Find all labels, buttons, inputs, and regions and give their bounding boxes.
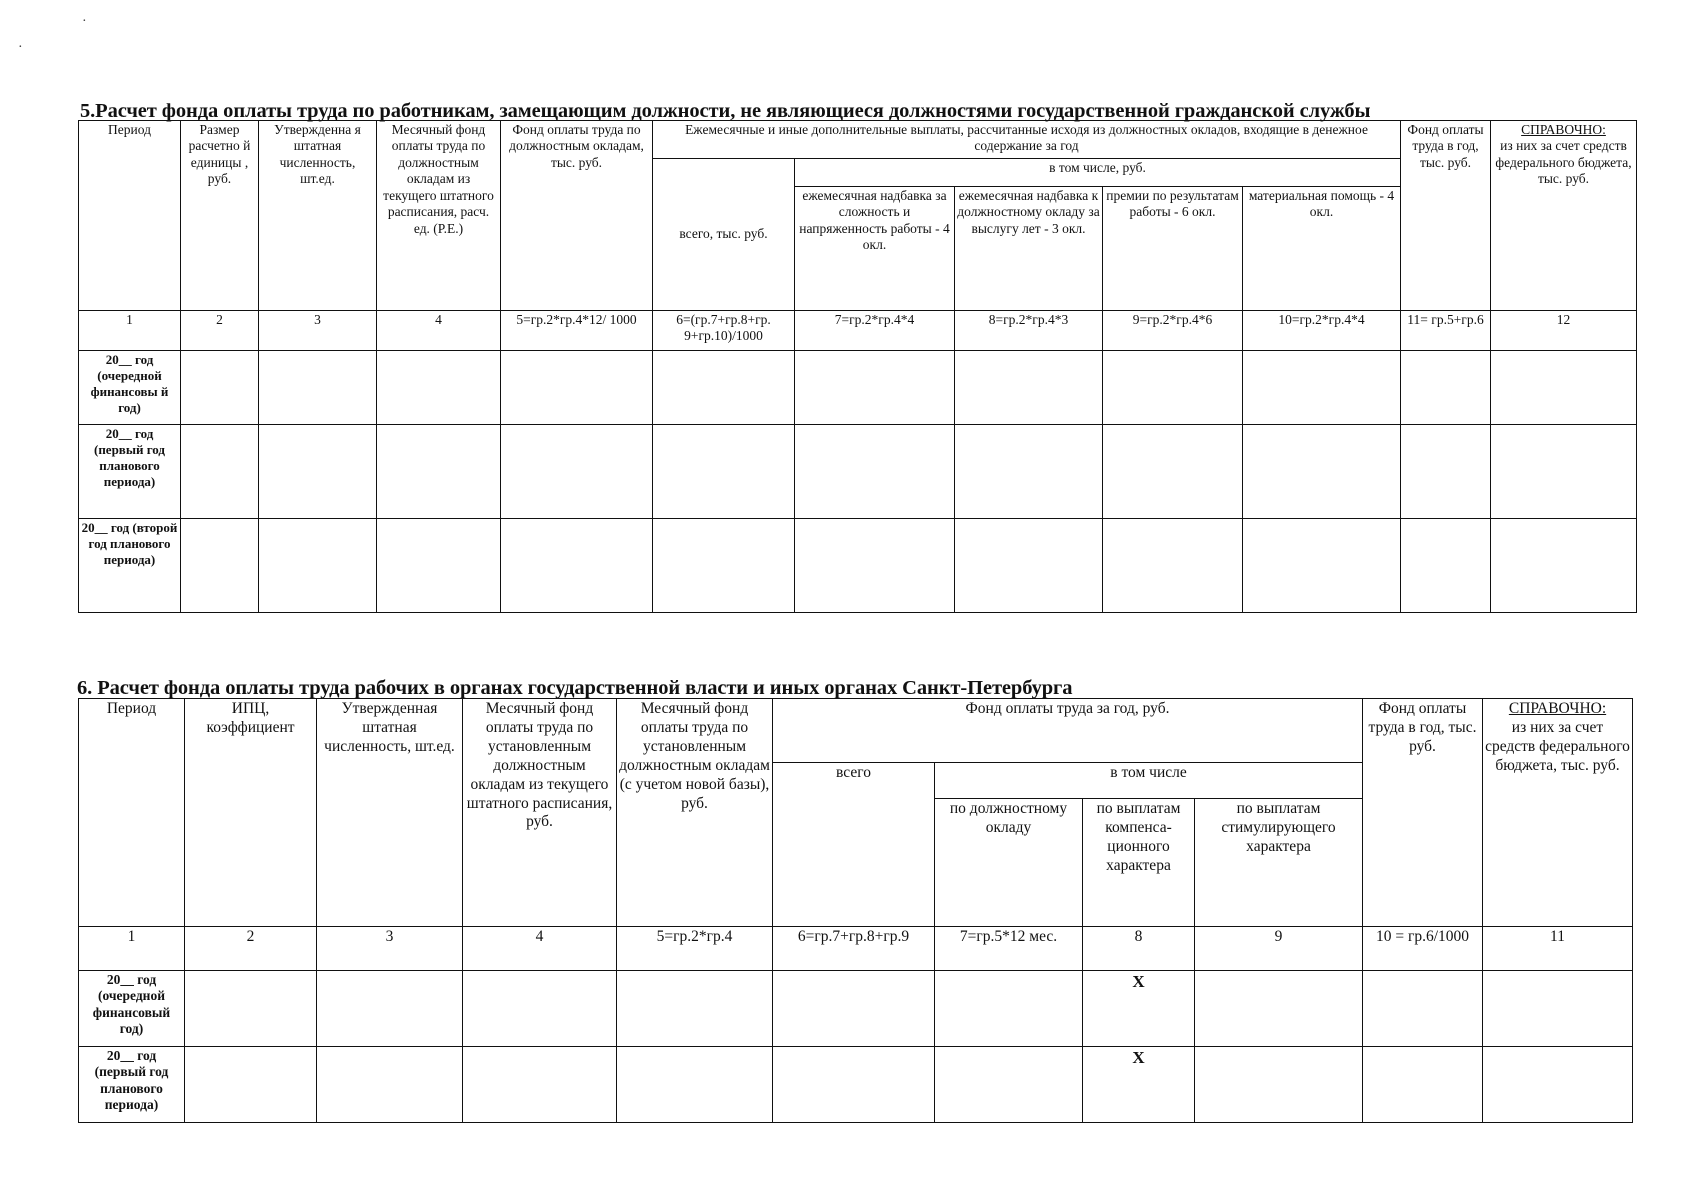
data-cell[interactable] (317, 971, 463, 1047)
data-cell[interactable] (501, 519, 653, 613)
data-cell[interactable] (377, 351, 501, 425)
col-header-monthly-fund: Месячный фонд оплаты труда по должностным окладам из текущего штатного расписания, расч. ед. (Р.Е.) (377, 121, 501, 311)
col-number: 11= гр.5+гр.6 (1401, 311, 1491, 351)
section-6-title: 6. Расчет фонда оплаты труда рабочих в органах государственной власти и иных органах Санкт-Петербурга (77, 677, 1073, 699)
data-cell[interactable] (181, 519, 259, 613)
data-cell[interactable] (617, 1047, 773, 1123)
col-header-incentive: по выплатам стимулирующего характера (1195, 799, 1363, 927)
data-cell[interactable] (795, 425, 955, 519)
col-header-in-that: в том числе (935, 763, 1363, 799)
data-cell[interactable] (773, 971, 935, 1047)
table-row (79, 1047, 1633, 1123)
data-cell[interactable] (1491, 425, 1637, 519)
reference-text: из них за счет средств федерального бюджета, тыс. руб. (1495, 138, 1632, 187)
data-cell[interactable] (1103, 351, 1243, 425)
data-cell[interactable] (653, 425, 795, 519)
column-number-row (79, 311, 1637, 351)
col-header-staff-count: Утвержденна я штатная численность, шт.ед. (259, 121, 377, 311)
col-header-seniority-bonus: ежемесячная надбавка к должностному окладу за выслугу лет - 3 окл. (955, 187, 1103, 311)
data-cell[interactable] (463, 971, 617, 1047)
data-cell[interactable] (1483, 971, 1633, 1047)
col-header-monthly-fund-new: Месячный фонд оплаты труда по установленным должностным окладам (с учетом новой базы), руб. (617, 699, 773, 927)
scan-speck: · (82, 14, 87, 29)
row-label-period: 20__ год (очередной финансовы й год) (79, 351, 181, 425)
col-number: 1 (79, 927, 185, 971)
data-cell[interactable] (185, 971, 317, 1047)
col-header-annual-fund: Фонд оплаты труда в год, тыс. руб. (1363, 699, 1483, 927)
data-cell[interactable] (1401, 425, 1491, 519)
x-mark: Х (1083, 1047, 1195, 1123)
data-cell[interactable] (935, 1047, 1083, 1123)
data-cell[interactable] (1491, 519, 1637, 613)
data-cell[interactable] (935, 971, 1083, 1047)
data-cell[interactable] (463, 1047, 617, 1123)
col-header-unit-size: Размер расчетно й единицы , руб. (181, 121, 259, 311)
data-cell[interactable] (185, 1047, 317, 1123)
col-header-performance-bonus: премии по результатам работы - 6 окл. (1103, 187, 1243, 311)
col-header-reference (1483, 699, 1633, 927)
col-header-total: всего, тыс. руб. (653, 159, 795, 311)
data-cell[interactable] (617, 971, 773, 1047)
col-number: 5=гр.2*гр.4 (617, 927, 773, 971)
table-row (79, 351, 1637, 425)
section-6-table (78, 698, 1633, 1123)
col-header-total: всего (773, 763, 935, 927)
data-cell[interactable] (259, 425, 377, 519)
col-number: 7=гр.5*12 мес. (935, 927, 1083, 971)
col-number: 8 (1083, 927, 1195, 971)
data-cell[interactable] (1243, 351, 1401, 425)
data-cell[interactable] (955, 351, 1103, 425)
col-number: 3 (317, 927, 463, 971)
column-number-row (79, 927, 1633, 971)
data-cell[interactable] (1195, 1047, 1363, 1123)
col-number: 6=(гр.7+гр.8+гр. 9+гр.10)/1000 (653, 311, 795, 351)
data-cell[interactable] (653, 351, 795, 425)
col-number: 8=гр.2*гр.4*3 (955, 311, 1103, 351)
data-cell[interactable] (1243, 425, 1401, 519)
table-row (79, 971, 1633, 1047)
col-number: 4 (463, 927, 617, 971)
data-cell[interactable] (501, 425, 653, 519)
header-row (79, 699, 1633, 763)
col-header-reference (1491, 121, 1637, 311)
col-header-period: Период (79, 121, 181, 311)
col-number: 6=гр.7+гр.8+гр.9 (773, 927, 935, 971)
reference-text: из них за счет средств федерального бюджета, тыс. руб. (1485, 718, 1630, 774)
scan-speck: · (18, 40, 23, 55)
section-5-title: 5.Расчет фонда оплаты труда по работникам, замещающим должности, не являющиеся должностями государственной гражданской службы (80, 100, 1371, 122)
col-number: 1 (79, 311, 181, 351)
col-number: 7=гр.2*гр.4*4 (795, 311, 955, 351)
section-5-table (78, 120, 1637, 613)
data-cell[interactable] (955, 425, 1103, 519)
col-header-in-that: в том числе, руб. (795, 159, 1401, 187)
row-label-period: 20__ год (первый год планового периода) (79, 425, 181, 519)
col-header-period: Период (79, 699, 185, 927)
data-cell[interactable] (377, 425, 501, 519)
row-label-period: 20__ год (второй год планового периода) (79, 519, 181, 613)
reference-label: СПРАВОЧНО: (1521, 122, 1606, 137)
data-cell[interactable] (955, 519, 1103, 613)
col-header-compensation: по выплатам компенса-ционного характера (1083, 799, 1195, 927)
col-header-by-salary: по должностному окладу (935, 799, 1083, 927)
data-cell[interactable] (795, 351, 955, 425)
col-header-salary-fund: Фонд оплаты труда по должностным окладам, тыс. руб. (501, 121, 653, 311)
col-header-financial-aid: материальная помощь - 4 окл. (1243, 187, 1401, 311)
data-cell[interactable] (501, 351, 653, 425)
col-number: 3 (259, 311, 377, 351)
data-cell[interactable] (1483, 1047, 1633, 1123)
data-cell[interactable] (181, 351, 259, 425)
data-cell[interactable] (1195, 971, 1363, 1047)
col-header-monthly-fund-current: Месячный фонд оплаты труда по установленным должностным окладам из текущего штатного расписания, руб. (463, 699, 617, 927)
row-label-period: 20__ год (очередной финансовый год) (79, 971, 185, 1047)
header-row (79, 121, 1637, 159)
data-cell[interactable] (1103, 519, 1243, 613)
data-cell[interactable] (1363, 971, 1483, 1047)
data-cell[interactable] (259, 519, 377, 613)
data-cell[interactable] (653, 519, 795, 613)
col-header-staff-count: Утвержденная штатная численность, шт.ед. (317, 699, 463, 927)
col-number: 4 (377, 311, 501, 351)
col-number: 9=гр.2*гр.4*6 (1103, 311, 1243, 351)
col-number: 12 (1491, 311, 1637, 351)
data-cell[interactable] (317, 1047, 463, 1123)
data-cell[interactable] (1491, 351, 1637, 425)
reference-label: СПРАВОЧНО: (1508, 700, 1607, 717)
data-cell[interactable] (1401, 351, 1491, 425)
col-number: 10 = гр.6/1000 (1363, 927, 1483, 971)
data-cell[interactable] (1103, 425, 1243, 519)
data-cell[interactable] (773, 1047, 935, 1123)
row-label-period: 20__ год (первый год планового периода) (79, 1047, 185, 1123)
col-header-monthly-payments-group: Ежемесячные и иные дополнительные выплаты, рассчитанные исходя из должностных окладов, входящие в денежное содержание за год (653, 121, 1401, 159)
table-row (79, 519, 1637, 613)
data-cell[interactable] (1243, 519, 1401, 613)
data-cell[interactable] (259, 351, 377, 425)
data-cell[interactable] (795, 519, 955, 613)
col-number: 5=гр.2*гр.4*12/ 1000 (501, 311, 653, 351)
table-row (79, 425, 1637, 519)
data-cell[interactable] (181, 425, 259, 519)
data-cell[interactable] (1401, 519, 1491, 613)
col-number: 11 (1483, 927, 1633, 971)
col-header-annual-fund: Фонд оплаты труда в год, тыс. руб. (1401, 121, 1491, 311)
col-number: 2 (185, 927, 317, 971)
data-cell[interactable] (377, 519, 501, 613)
col-header-annual-fund-group: Фонд оплаты труда за год, руб. (773, 699, 1363, 763)
col-number: 2 (181, 311, 259, 351)
data-cell[interactable] (1363, 1047, 1483, 1123)
col-number: 10=гр.2*гр.4*4 (1243, 311, 1401, 351)
col-header-cpi: ИПЦ, коэффициент (185, 699, 317, 927)
x-mark: Х (1083, 971, 1195, 1047)
col-number: 9 (1195, 927, 1363, 971)
col-header-complexity-bonus: ежемесячная надбавка за сложность и напряженность работы - 4 окл. (795, 187, 955, 311)
